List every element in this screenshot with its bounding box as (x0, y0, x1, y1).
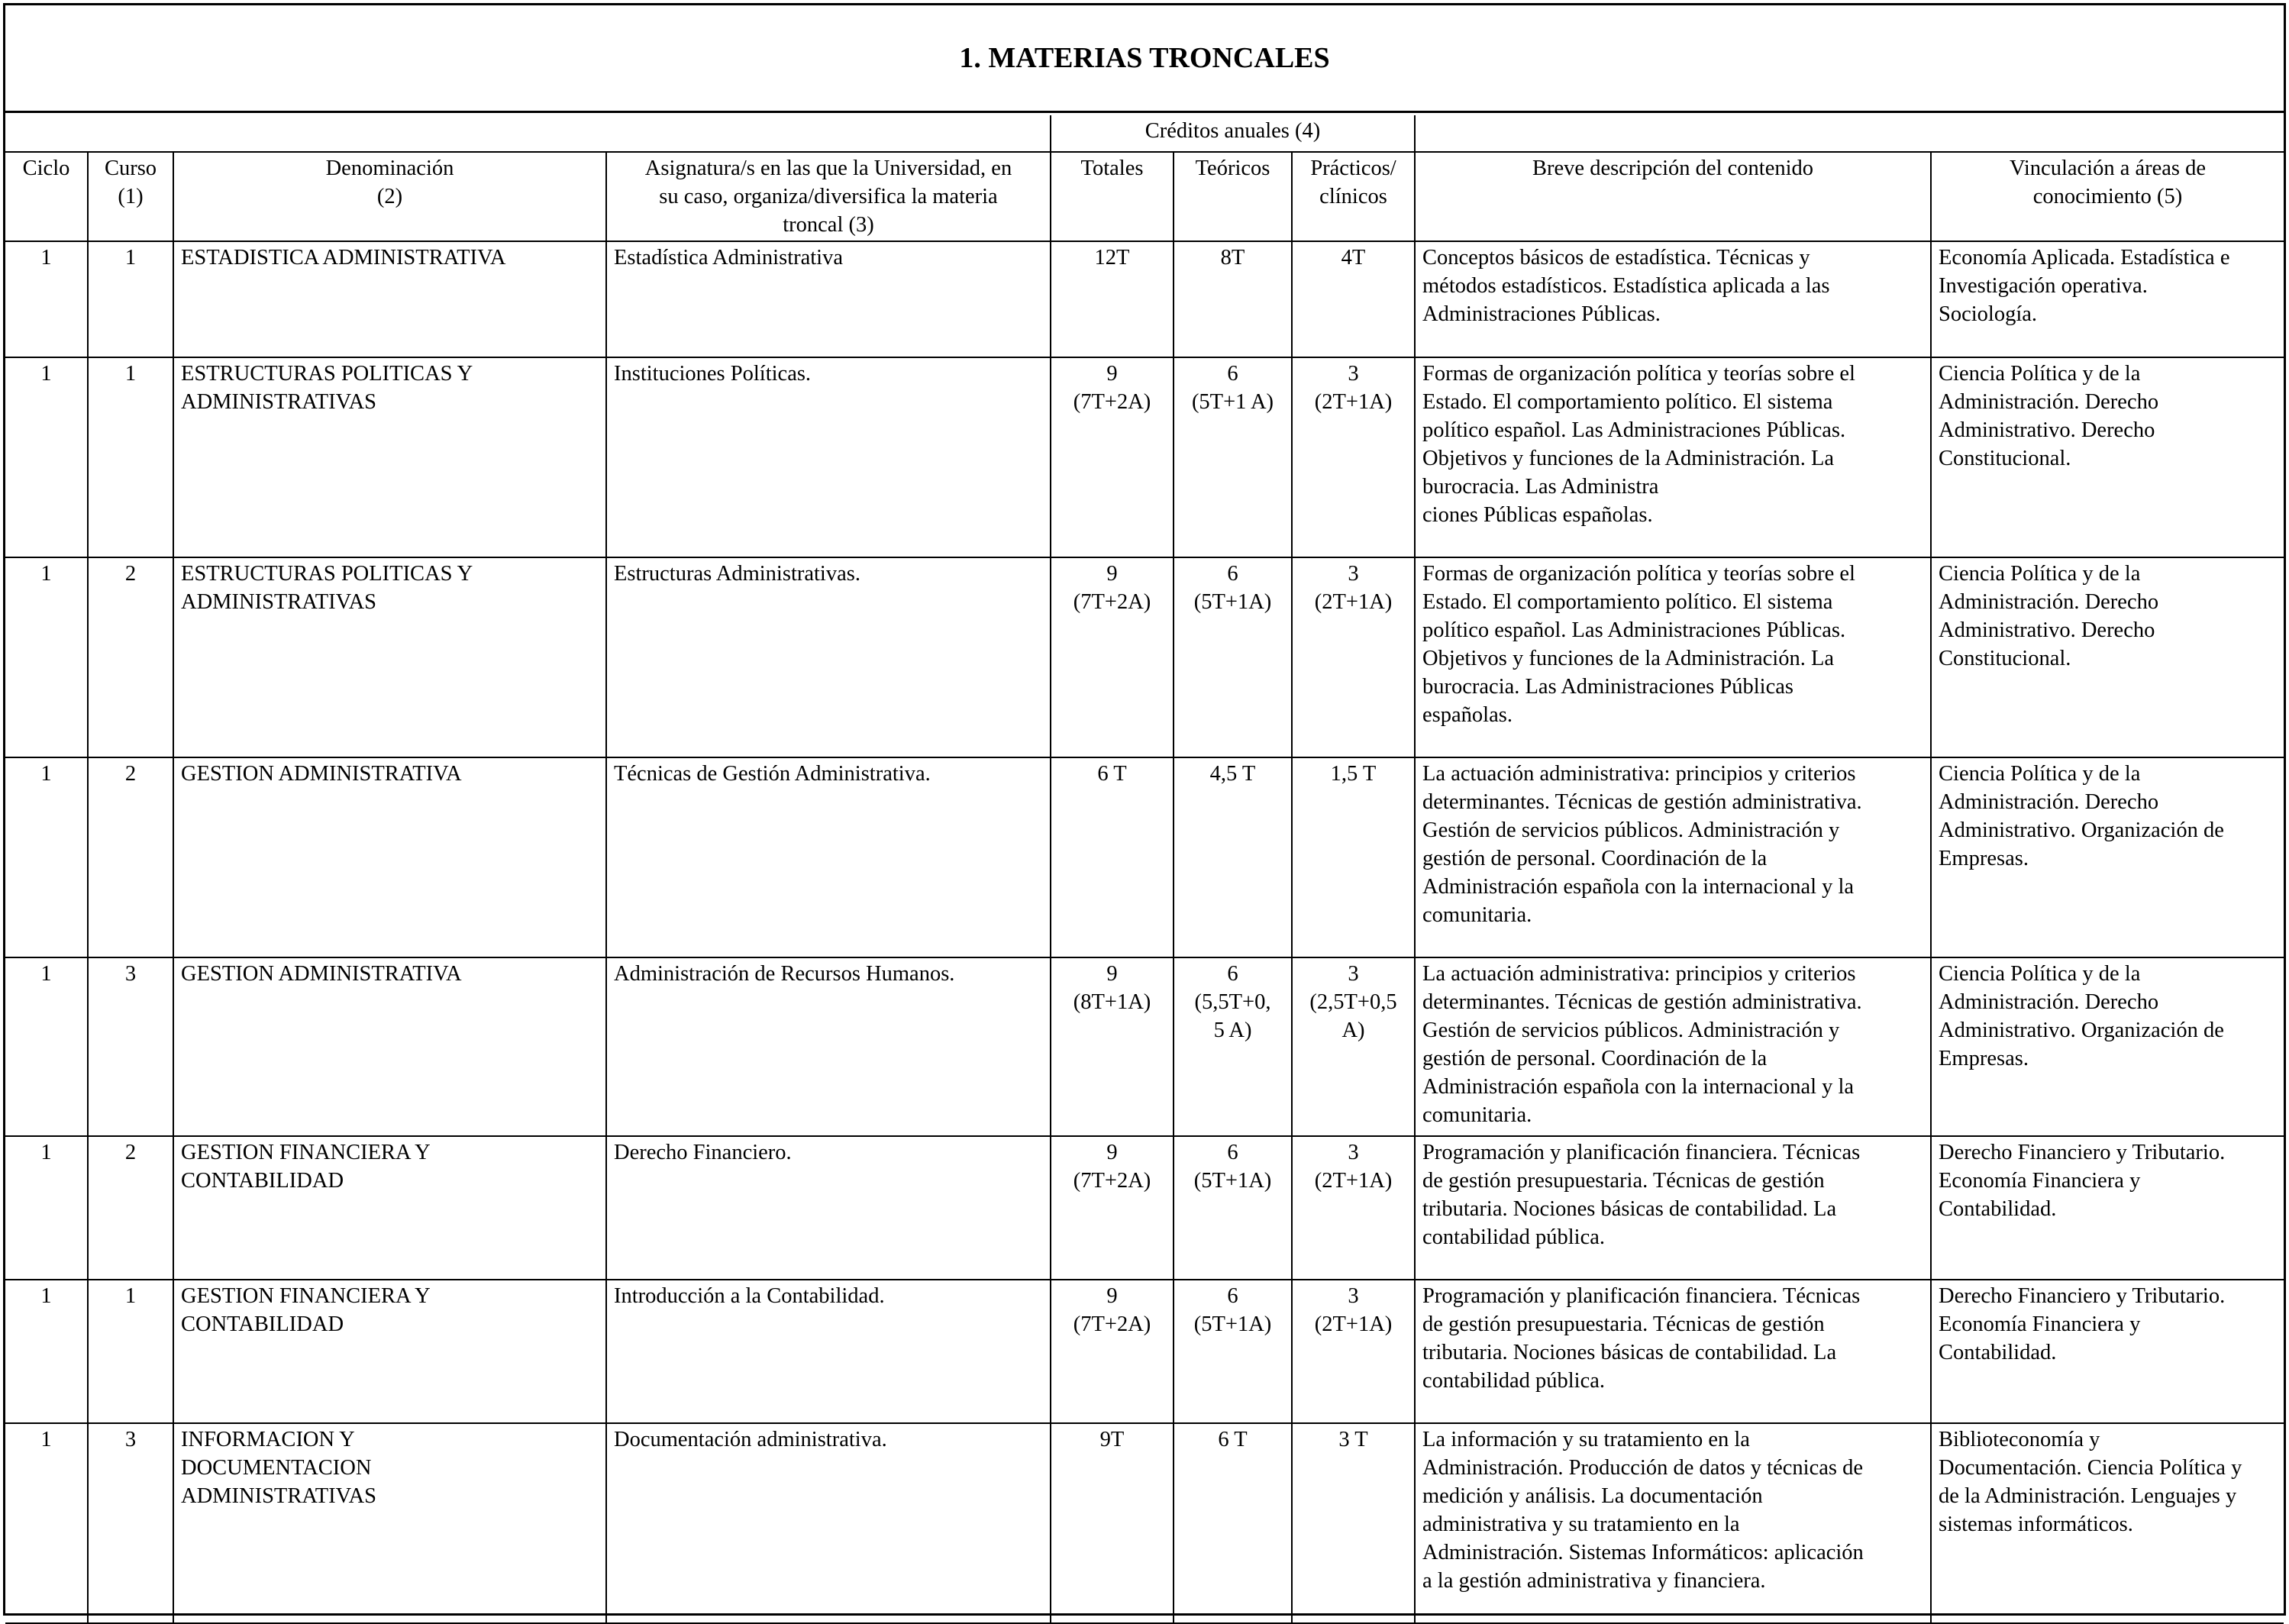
cell-descripcion (1415, 1280, 1931, 1423)
cell-asignatura: Administración de Recursos Humanos. (606, 957, 1051, 1136)
cell-vinculacion-line: Administración. Derecho (1939, 790, 2159, 814)
cell-curso: 3 (88, 957, 173, 1136)
cell-asignatura: Técnicas de Gestión Administrativa. (606, 757, 1051, 957)
cell-vinculacion-line: Documentación. Ciencia Política y (1939, 1456, 2242, 1480)
cell-curso: 1 (88, 357, 173, 557)
cell-descripcion-line: a la gestión administrativa y financiera. (1422, 1569, 1766, 1593)
cell-descripcion-line: Formas de organización política y teorías sobre el (1422, 362, 1855, 386)
cell-practicos (1292, 557, 1415, 757)
cell-asignatura: Introducción a la Contabilidad. (606, 1280, 1051, 1423)
cell-descripcion-line: Objetivos y funciones de la Administración. La (1422, 447, 1835, 470)
cell-vinculacion-line: Administración. Derecho (1939, 990, 2159, 1014)
cell-descripcion (1415, 1423, 1931, 1623)
cell-descripcion (1415, 957, 1931, 1136)
header-denominacion (173, 152, 606, 241)
cell-denominacion (173, 1423, 606, 1623)
cell-vinculacion-line: Administrativo. Organización de (1939, 818, 2224, 842)
cell-descripcion-line: tributaria. Nociones básicas de contabilidad. La (1422, 1197, 1837, 1221)
cell-teoricos (1174, 357, 1292, 557)
table-row (5, 1136, 2284, 1280)
cell-teoricos-line: (5T+1A) (1193, 1312, 1272, 1336)
cell-descripcion-line: Programación y planificación financiera. Técnicas (1422, 1141, 1861, 1164)
cell-vinculacion-line: Administrativo. Organización de (1939, 1019, 2224, 1042)
cell-vinculacion-line: Economía Aplicada. Estadística e (1939, 246, 2230, 270)
cell-denominacion (173, 1136, 606, 1280)
cell-vinculacion (1931, 757, 2284, 957)
cell-descripcion-line: contabilidad pública. (1422, 1369, 1606, 1393)
cell-denominacion-line: ADMINISTRATIVAS (181, 590, 376, 614)
table-row (5, 1280, 2284, 1423)
cell-practicos (1292, 1136, 1415, 1280)
cell-descripcion-line: La actuación administrativa: principios y criterios (1422, 962, 1856, 986)
cell-totales (1051, 757, 1174, 957)
cell-descripcion-line: Administración española con la internacional y la (1422, 875, 1855, 899)
cell-denominacion (173, 957, 606, 1136)
cell-descripcion (1415, 241, 1931, 357)
cell-asignatura: Documentación administrativa. (606, 1423, 1051, 1623)
cell-practicos-line: 3 (1348, 362, 1359, 386)
cell-denominacion-line: ESTRUCTURAS POLITICAS Y (181, 362, 473, 386)
cell-descripcion-line: Estado. El comportamiento político. El sistema (1422, 390, 1833, 414)
cell-totales (1051, 1280, 1174, 1423)
cell-ciclo: 1 (5, 957, 88, 1136)
cell-descripcion (1415, 357, 1931, 557)
cell-practicos-line: A) (1341, 1019, 1365, 1042)
cell-vinculacion-line: Administración. Derecho (1939, 390, 2159, 414)
cell-descripcion-line: de gestión presupuestaria. Técnicas de gestión (1422, 1312, 1825, 1336)
cell-descripcion (1415, 557, 1931, 757)
table-row (5, 557, 2284, 757)
cell-denominacion-line: GESTION FINANCIERA Y (181, 1141, 431, 1164)
cell-teoricos-line: 4,5 T (1209, 762, 1256, 786)
cell-descripcion-line: gestión de personal. Coordinación de la (1422, 847, 1768, 870)
cell-vinculacion-line: Sociología. (1939, 302, 2038, 326)
cell-curso: 1 (88, 241, 173, 357)
cell-totales (1051, 1136, 1174, 1280)
cell-descripcion-line: La actuación administrativa: principios y criterios (1422, 762, 1856, 786)
cell-descripcion-line: Formas de organización política y teorías sobre el (1422, 562, 1855, 586)
cell-practicos-line: (2T+1A) (1314, 1312, 1393, 1336)
header-totales: Totales (1051, 152, 1174, 241)
cell-totales (1051, 241, 1174, 357)
cell-descripcion (1415, 1136, 1931, 1280)
cell-teoricos-line: 6 (1227, 1141, 1238, 1164)
cell-practicos (1292, 957, 1415, 1136)
cell-denominacion-line: ADMINISTRATIVAS (181, 390, 376, 414)
cell-teoricos-line: 6 (1227, 962, 1238, 986)
cell-teoricos (1174, 241, 1292, 357)
cell-descripcion-line: Gestión de servicios públicos. Administración y (1422, 818, 1840, 842)
cell-curso: 3 (88, 1423, 173, 1623)
cell-vinculacion (1931, 1280, 2284, 1423)
cell-descripcion-line: Programación y planificación financiera. Técnicas (1422, 1284, 1861, 1308)
cell-descripcion-line: comunitaria. (1422, 903, 1532, 927)
cell-vinculacion (1931, 357, 2284, 557)
cell-vinculacion-line: Ciencia Política y de la (1939, 362, 2141, 386)
cell-descripcion-line: determinantes. Técnicas de gestión administrativa. (1422, 790, 1862, 814)
cell-totales (1051, 1423, 1174, 1623)
cell-ciclo: 1 (5, 1423, 88, 1623)
cell-descripcion-line: españolas. (1422, 703, 1513, 727)
cell-descripcion-line: administrativa y su tratamiento en la (1422, 1513, 1740, 1536)
cell-denominacion (173, 757, 606, 957)
cell-practicos (1292, 757, 1415, 957)
cell-vinculacion-line: Administración. Derecho (1939, 590, 2159, 614)
cell-teoricos (1174, 757, 1292, 957)
cell-totales-line: 9 (1106, 562, 1118, 586)
cell-curso: 2 (88, 557, 173, 757)
cell-vinculacion (1931, 557, 2284, 757)
header-vinculacion (1931, 152, 2284, 241)
cell-totales-line: (8T+1A) (1073, 990, 1151, 1014)
table-row (5, 957, 2284, 1136)
cell-descripcion-line: Administración española con la internacional y la (1422, 1075, 1855, 1099)
table-row (5, 357, 2284, 557)
cell-denominacion (173, 1280, 606, 1423)
cell-descripcion-line: político español. Las Administraciones Públicas. (1422, 418, 1846, 442)
cell-descripcion-line: contabilidad pública. (1422, 1225, 1606, 1249)
cell-vinculacion-line: Biblioteconomía y (1939, 1428, 2100, 1451)
cell-vinculacion (1931, 1136, 2284, 1280)
cell-totales-line: 6 T (1097, 762, 1127, 786)
cell-descripcion-line: La información y su tratamiento en la (1422, 1428, 1750, 1451)
cell-teoricos-line: 6 (1227, 562, 1238, 586)
header-curso-label: Curso (104, 157, 157, 180)
cell-descripcion-line: comunitaria. (1422, 1103, 1532, 1127)
cell-vinculacion-line: Economía Financiera y (1939, 1312, 2141, 1336)
cell-descripcion-line: burocracia. Las Administra (1422, 475, 1659, 499)
cell-practicos-line: (2T+1A) (1314, 590, 1393, 614)
cell-ciclo: 1 (5, 1280, 88, 1423)
header-asignatura-line: su caso, organiza/diversifica la materia (659, 185, 998, 208)
cell-teoricos (1174, 1136, 1292, 1280)
cell-practicos-line: 3 (1348, 562, 1359, 586)
cell-descripcion-line: medición y análisis. La documentación (1422, 1484, 1763, 1508)
cell-vinculacion-line: Ciencia Política y de la (1939, 562, 2141, 586)
cell-totales-line: (7T+2A) (1073, 1312, 1151, 1336)
cell-descripcion-line: Estado. El comportamiento político. El sistema (1422, 590, 1833, 614)
header-vinculacion-line: Vinculación a áreas de (2010, 157, 2207, 180)
header-descripcion: Breve descripción del contenido (1415, 152, 1931, 241)
cell-practicos-line: 3 (1348, 962, 1359, 986)
cell-ciclo: 1 (5, 757, 88, 957)
cell-descripcion-line: Objetivos y funciones de la Administración. La (1422, 647, 1835, 670)
cell-vinculacion-line: Empresas. (1939, 847, 2029, 870)
cell-practicos (1292, 1423, 1415, 1623)
cell-asignatura: Derecho Financiero. (606, 1136, 1051, 1280)
cell-denominacion-line: ESTADISTICA ADMINISTRATIVA (181, 246, 506, 270)
cell-asignatura: Estructuras Administrativas. (606, 557, 1051, 757)
cell-practicos (1292, 241, 1415, 357)
cell-vinculacion-line: Contabilidad. (1939, 1341, 2057, 1364)
header-group-blank-right (1415, 115, 2284, 152)
cell-descripcion-line: determinantes. Técnicas de gestión administrativa. (1422, 990, 1862, 1014)
header-teoricos: Teóricos (1174, 152, 1292, 241)
cell-vinculacion-line: Derecho Financiero y Tributario. (1939, 1141, 2226, 1164)
cell-totales-line: 9 (1106, 1284, 1118, 1308)
cell-vinculacion-line: Administrativo. Derecho (1939, 618, 2155, 642)
cell-practicos-line: (2T+1A) (1314, 390, 1393, 414)
cell-teoricos-line: (5T+1A) (1193, 1169, 1272, 1193)
cell-denominacion-line: ADMINISTRATIVAS (181, 1484, 376, 1508)
header-row (5, 152, 2284, 241)
materias-table (5, 115, 2284, 1624)
cell-descripcion-line: Gestión de servicios públicos. Administración y (1422, 1019, 1840, 1042)
cell-descripcion-line: gestión de personal. Coordinación de la (1422, 1047, 1768, 1070)
cell-denominacion-line: DOCUMENTACION (181, 1456, 372, 1480)
cell-totales-line: 9 (1106, 962, 1118, 986)
header-denominacion-label: Denominación (325, 157, 454, 180)
cell-descripcion-line: Administración. Sistemas Informáticos: aplicación (1422, 1541, 1864, 1564)
cell-teoricos-line: 5 A) (1213, 1019, 1252, 1042)
cell-totales-line: 9 (1106, 1141, 1118, 1164)
cell-totales-line: 9 (1106, 362, 1118, 386)
cell-denominacion-line: GESTION ADMINISTRATIVA (181, 962, 462, 986)
title-band (5, 5, 2284, 113)
cell-vinculacion-line: Ciencia Política y de la (1939, 962, 2141, 986)
cell-denominacion-line: CONTABILIDAD (181, 1169, 344, 1193)
cell-denominacion-line: ESTRUCTURAS POLITICAS Y (181, 562, 473, 586)
cell-teoricos (1174, 1280, 1292, 1423)
cell-vinculacion-line: Contabilidad. (1939, 1197, 2057, 1221)
cell-vinculacion-line: Economía Financiera y (1939, 1169, 2141, 1193)
cell-denominacion-line: INFORMACION Y (181, 1428, 355, 1451)
cell-teoricos (1174, 1423, 1292, 1623)
cell-asignatura: Estadística Administrativa (606, 241, 1051, 357)
header-asignatura (606, 152, 1051, 241)
cell-curso: 2 (88, 1136, 173, 1280)
cell-descripcion-line: burocracia. Las Administraciones Públicas (1422, 675, 1793, 699)
cell-practicos-line: 3 (1348, 1284, 1359, 1308)
cell-vinculacion-line: sistemas informáticos. (1939, 1513, 2133, 1536)
cell-vinculacion-line: Derecho Financiero y Tributario. (1939, 1284, 2226, 1308)
cell-practicos (1292, 1280, 1415, 1423)
cell-totales-line: (7T+2A) (1073, 1169, 1151, 1193)
cell-totales (1051, 557, 1174, 757)
cell-totales-line: (7T+2A) (1073, 590, 1151, 614)
cell-descripcion-line: Conceptos básicos de estadística. Técnicas y (1422, 246, 1810, 270)
cell-vinculacion (1931, 241, 2284, 357)
cell-teoricos-line: 6 (1227, 362, 1238, 386)
cell-teoricos-line: 8T (1220, 246, 1245, 270)
header-creditos-anuales: Créditos anuales (4) (1051, 115, 1415, 152)
cell-vinculacion-line: Constitucional. (1939, 647, 2071, 670)
header-asignatura-line: troncal (3) (783, 213, 874, 237)
cell-ciclo: 1 (5, 357, 88, 557)
cell-totales (1051, 357, 1174, 557)
header-asignatura-line: Asignatura/s en las que la Universidad, en (644, 157, 1012, 180)
header-vinculacion-line: conocimiento (5) (2032, 185, 2183, 208)
cell-descripcion-line: Administración. Producción de datos y técnicas de (1422, 1456, 1863, 1480)
table-row (5, 757, 2284, 957)
cell-denominacion (173, 241, 606, 357)
cell-denominacion-line: CONTABILIDAD (181, 1312, 344, 1336)
document-sheet (3, 3, 2286, 1616)
cell-denominacion-line: GESTION FINANCIERA Y (181, 1284, 431, 1308)
cell-teoricos-line: (5T+1A) (1193, 590, 1272, 614)
cell-vinculacion-line: Administrativo. Derecho (1939, 418, 2155, 442)
cell-practicos-line: 1,5 T (1330, 762, 1377, 786)
cell-practicos-line: 3 T (1338, 1428, 1368, 1451)
cell-vinculacion-line: Empresas. (1939, 1047, 2029, 1070)
header-group-blank (5, 115, 1051, 152)
cell-descripcion-line: ciones Públicas españolas. (1422, 503, 1653, 527)
cell-teoricos-line: 6 (1227, 1284, 1238, 1308)
header-group-row (5, 115, 2284, 152)
cell-practicos-line: (2T+1A) (1314, 1169, 1393, 1193)
cell-descripcion-line: métodos estadísticos. Estadística aplicada a las (1422, 274, 1830, 298)
header-ciclo: Ciclo (5, 152, 88, 241)
cell-vinculacion (1931, 1423, 2284, 1623)
header-curso (88, 152, 173, 241)
cell-vinculacion-line: Investigación operativa. (1939, 274, 2148, 298)
header-practicos-line: clínicos (1319, 185, 1387, 208)
header-practicos (1292, 152, 1415, 241)
cell-totales-line: (7T+2A) (1073, 390, 1151, 414)
header-denominacion-note: (2) (376, 185, 403, 208)
cell-totales (1051, 957, 1174, 1136)
table-row (5, 1423, 2284, 1623)
cell-ciclo: 1 (5, 241, 88, 357)
cell-vinculacion-line: de la Administración. Lenguajes y (1939, 1484, 2237, 1508)
cell-ciclo: 1 (5, 1136, 88, 1280)
cell-curso: 1 (88, 1280, 173, 1423)
cell-teoricos (1174, 957, 1292, 1136)
cell-practicos-line: (2,5T+0,5 (1309, 990, 1397, 1014)
cell-vinculacion-line: Ciencia Política y de la (1939, 762, 2141, 786)
cell-totales-line: 12T (1094, 246, 1130, 270)
cell-vinculacion-line: Constitucional. (1939, 447, 2071, 470)
cell-descripcion-line: Administraciones Públicas. (1422, 302, 1661, 326)
cell-teoricos-line: 6 T (1218, 1428, 1248, 1451)
cell-practicos-line: 3 (1348, 1141, 1359, 1164)
cell-denominacion (173, 557, 606, 757)
cell-curso: 2 (88, 757, 173, 957)
cell-practicos-line: 4T (1341, 246, 1366, 270)
cell-descripcion-line: tributaria. Nociones básicas de contabilidad. La (1422, 1341, 1837, 1364)
cell-descripcion-line: de gestión presupuestaria. Técnicas de gestión (1422, 1169, 1825, 1193)
cell-descripcion-line: político español. Las Administraciones Públicas. (1422, 618, 1846, 642)
header-practicos-line: Prácticos/ (1310, 157, 1396, 180)
table-row (5, 241, 2284, 357)
cell-teoricos-line: (5,5T+0, (1194, 990, 1271, 1014)
cell-descripcion (1415, 757, 1931, 957)
page-title: 1. MATERIAS TRONCALES (959, 42, 1330, 74)
cell-practicos (1292, 357, 1415, 557)
cell-asignatura: Instituciones Políticas. (606, 357, 1051, 557)
header-curso-note: (1) (118, 185, 144, 208)
cell-totales-line: 9T (1099, 1428, 1125, 1451)
cell-vinculacion (1931, 957, 2284, 1136)
cell-ciclo: 1 (5, 557, 88, 757)
cell-teoricos-line: (5T+1 A) (1191, 390, 1274, 414)
cell-denominacion (173, 357, 606, 557)
cell-teoricos (1174, 557, 1292, 757)
cell-denominacion-line: GESTION ADMINISTRATIVA (181, 762, 462, 786)
